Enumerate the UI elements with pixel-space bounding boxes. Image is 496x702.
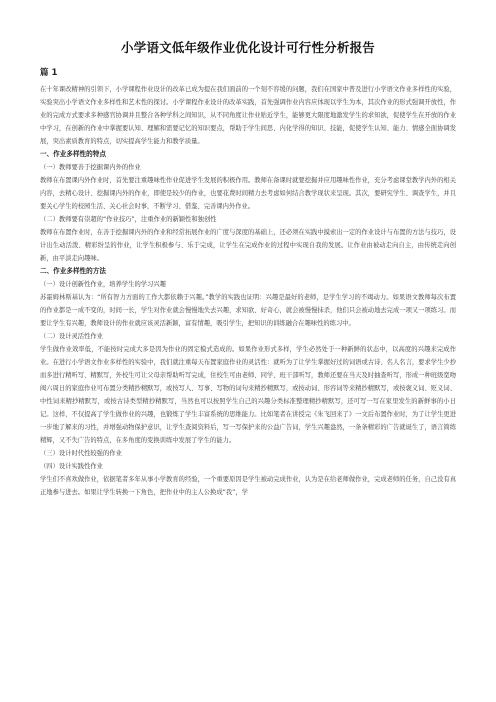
section-1-1-heading: （一）教师要善于挖掘课内外的作业	[40, 164, 141, 171]
section-1-heading: 一、作业多样性的特点	[40, 150, 106, 158]
section-2-4-body: 学生们不喜欢做作业，依据笔者多年从事小学教育的经验，一个重要原因是学生被动完成作业，认为是在给老师做作业，完成老师的任务，自己没有真正地参与进去。如果让学生转换一下角色，把作业中的主人公换成“我”，学	[40, 476, 456, 496]
section-1-2-heading: （二）教师要有崇超的“作业技巧”，注重作业的新颖性和独创性	[40, 216, 217, 223]
section-2-2-heading: （二）设计灵活性作业	[40, 333, 103, 340]
section-2-1-heading: （一）设计创新性作业，培养学生的学习兴趣	[40, 281, 166, 288]
section-1-2-body: 教师在布置作业时，在善于挖掘课内外的作业和经常拓展作业的广度与深度的基础上，还必须在实践中摸索出一定的作业设计与布置的方法与技巧，设计出生动活泼、精彩纷呈的作业，让学生积极参与、乐于完成，让学生在完成作业的过程中实现自我的发展。让作业由被动走向自主，由传统走向创新，由平淡走向趣味。	[40, 229, 456, 262]
section-2-1-body: 苏霍姆林斯基认为：“所有智力方面的工作大都依赖于兴趣。”教学的实践也证明：兴趣是最好的老师，是学生学习的不竭动力。如果语文教师每次布置的作业都是一成不变的，时间一长，学生对作业就会慢慢地失去兴趣，求知欲、好奇心，就会被慢慢抹杀，他们只会被动地去完成一项又一项练习。而要让学生有兴趣，教师设计的作业就应该灵活新颖，富有情趣，吸引学生，把知识的训练融合在趣味性的练习中。	[40, 294, 456, 327]
section-2-3-heading: （三）设计时代性较强的作业	[40, 450, 122, 457]
part-label: 篇 1	[40, 68, 58, 78]
intro-paragraph: 在十年课改精神的引领下，小学课程作业设计的改革已成为提在我们面前的一个刻不容缓的问题，我们在国家中普及进行小学语文作业多样性的实验，实验突出小学语文作业多样性和艺术性的探讨。小学课程作业设计的改革实践，首先强调作业内容应体现以学生为本，其次作业的形式强调开放性，作业的完成方式要求多种感官协调并且整合各种学科之间知识，从不同角度让作业贴近学生，能够更大限度地激发学生的求知欲，促使学生在开放的作业中学习，在创新的作业中掌握要认知、理解和需要记忆的知识要点，帮助于学生间思、内化学得的知识、技能，促使学生认知、能力、情感全面协调发展，突出素质教育的特点，切实提高学生能力和教学质量。	[40, 86, 456, 145]
section-2-2-body: 学生做作业效率低，不能按时完成大多是因为作业的固定模式造成的。如果作业形式多样，学生必然处于一种新鲜的状态中，以高度的兴趣来完成作业。在进行小学语文作业多样性的实验中，我们就注重每天布置家庭作业的灵活性：就听为了让学生掌握好过的词语或古诗、名人名言，要求学生少抄而多进行精听写、精默写，外校生可让父母亲帮助听写完成，住校生可由老师、同学、班干部听写，教师还要在当天及时抽查听写，形成一种班级宽吻阀六周日的家庭作业可布置分类精抄精默写，或按写人、写事、写物的词句来精抄精默写，或按动词、形容词等来精抄精默写，或按褒义词、贬义词、中性词来精抄精默写，或按古诗类型精抄精默写，当然也可以按照学生自己的兴趣分类标准整理精抄精默写，还可写一写在家里发生的新鲜事的小日记。这样，不仅提高了学生做作业的兴趣，也锻炼了学生丰富系统的思维能力。比如笔者在讲授完《朱飞回来了》一文后布置作业时，为了让学生更进一步地了解来的习性，并增强动物保护意识，让学生查阅资料后，写一写保护来的公益广告词，学生兴趣盎然，一条条精彩的广告就诞生了，语言简练精辉，又不失广告的特点，在多角度的变换训练中发展了学生的能力。	[40, 346, 456, 444]
section-2-heading: 二、作业多样性的方法	[40, 267, 106, 275]
section-2-4-heading: （四）设计实践性作业	[40, 463, 103, 470]
section-1-1-body: 教师在布置课内外作业时，首先要注重趣味性作业促进学生发展的积极作用。教师在备课时就要挖掘并应用趣味性作业，充分考虑课堂教学内外的相关内容，去精心设计、挖掘课内外的作业，即使是较少的作业，也要花费时间精力去考虑如何结合教学现状来呈现。其次，要研究学生、调查学生，并且要关心学生的校园生活、关心社会时事，不断学习、借鉴、完善课内外作业。	[40, 177, 456, 210]
document-title: 小学语文低年级作业优化设计可行性分析报告	[120, 40, 375, 55]
